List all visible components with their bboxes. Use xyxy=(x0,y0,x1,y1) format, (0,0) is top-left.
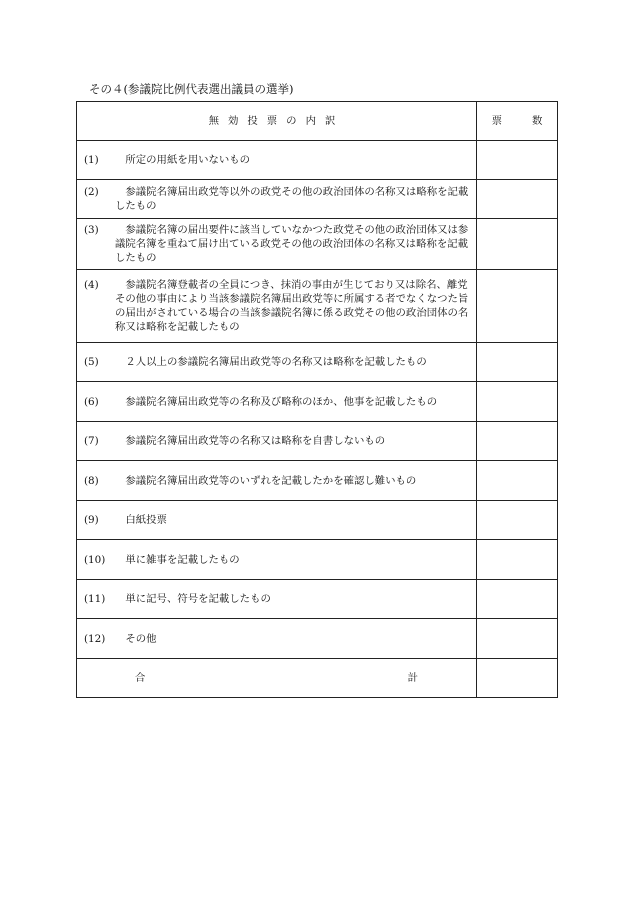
table-row xyxy=(77,382,558,422)
table-row xyxy=(77,219,558,270)
row-count-cell[interactable] xyxy=(477,382,558,422)
row-description xyxy=(77,540,477,580)
row-description xyxy=(77,461,477,501)
total-count-cell[interactable] xyxy=(477,659,558,698)
header-count xyxy=(477,102,558,141)
table-row xyxy=(77,141,558,180)
row-description xyxy=(77,580,477,619)
table-row xyxy=(77,580,558,619)
row-count-cell[interactable] xyxy=(477,422,558,461)
row-text: 所定の用紙を用いないもの xyxy=(125,154,251,166)
row-text: 参議院名簿の届出要件に該当していなかつた政党その他の政治団体又は参議院名簿を重ねて届け出ている政党その他の政治団体の名称又は略称を記載したもの xyxy=(115,224,469,264)
table-row xyxy=(77,343,558,382)
row-description xyxy=(77,219,477,270)
row-number: (11) xyxy=(84,593,106,605)
table-row xyxy=(77,619,558,659)
row-text: 参議院名簿届出政党等のいずれを記載したかを確認し難いもの xyxy=(125,474,417,487)
row-number: (9) xyxy=(84,514,99,526)
row-number: (7) xyxy=(84,435,99,447)
row-description xyxy=(77,270,477,343)
form-caption: その４(参議院比例代表選出議員の選挙) xyxy=(89,82,294,96)
row-count-cell[interactable] xyxy=(477,343,558,382)
row-count-cell[interactable] xyxy=(477,501,558,540)
row-count-cell[interactable] xyxy=(477,461,558,501)
row-number: (4) xyxy=(84,279,99,291)
row-number: (3) xyxy=(84,224,99,236)
row-count-cell[interactable] xyxy=(477,219,558,270)
total-label-left: 合 xyxy=(135,672,146,684)
row-text: その他 xyxy=(125,632,157,645)
table-row xyxy=(77,270,558,343)
header-count-right: 数 xyxy=(532,115,543,127)
table-row xyxy=(77,461,558,501)
table-row xyxy=(77,180,558,219)
row-text: 参議院名簿届出政党等の名称及び略称のほか、他事を記載したもの xyxy=(125,395,438,408)
row-number: (1) xyxy=(84,154,99,166)
total-label-cell xyxy=(77,659,477,698)
total-row xyxy=(77,659,558,698)
table-header-row xyxy=(77,102,558,141)
row-description xyxy=(77,422,477,461)
row-description xyxy=(77,180,477,219)
row-count-cell[interactable] xyxy=(477,580,558,619)
table-row xyxy=(77,501,558,540)
row-text: 白紙投票 xyxy=(125,514,167,526)
invalid-votes-table xyxy=(76,101,558,698)
row-text: 参議院名簿届出政党等以外の政党その他の政治団体の名称又は略称を記載したもの xyxy=(115,186,469,212)
row-description xyxy=(77,141,477,180)
row-description xyxy=(77,619,477,659)
row-count-cell[interactable] xyxy=(477,270,558,343)
row-description xyxy=(77,382,477,422)
row-count-cell[interactable] xyxy=(477,619,558,659)
row-count-cell[interactable] xyxy=(477,180,558,219)
row-description xyxy=(77,343,477,382)
row-count-cell[interactable] xyxy=(477,540,558,580)
row-text: 参議院名簿登載者の全員につき、抹消の事由が生じており又は除名、離党その他の事由により当該参議院名簿届出政党等に所属する者でなくなつた旨の届出がされている場合の当該参議院名簿に係る政党その他の政治団体の名称又は略称を記載したもの xyxy=(115,279,469,333)
row-number: (2) xyxy=(84,186,99,198)
table-row xyxy=(77,540,558,580)
row-text: ２人以上の参議院名簿届出政党等の名称又は略称を記載したもの xyxy=(125,356,427,368)
header-count-left: 票 xyxy=(491,115,502,127)
row-text: 単に雑事を記載したもの xyxy=(125,553,240,566)
header-description: 無効投票の内訳 xyxy=(77,102,477,141)
row-number: (6) xyxy=(84,395,99,408)
row-text: 単に記号、符号を記載したもの xyxy=(125,593,271,605)
table-row xyxy=(77,422,558,461)
row-count-cell[interactable] xyxy=(477,141,558,180)
row-number: (10) xyxy=(84,553,106,566)
row-text: 参議院名簿届出政党等の名称又は略称を自書しないもの xyxy=(125,435,386,447)
row-number: (8) xyxy=(84,474,99,487)
row-number: (5) xyxy=(84,356,99,368)
total-label-right: 計 xyxy=(407,672,418,684)
row-description xyxy=(77,501,477,540)
row-number: (12) xyxy=(84,632,106,645)
